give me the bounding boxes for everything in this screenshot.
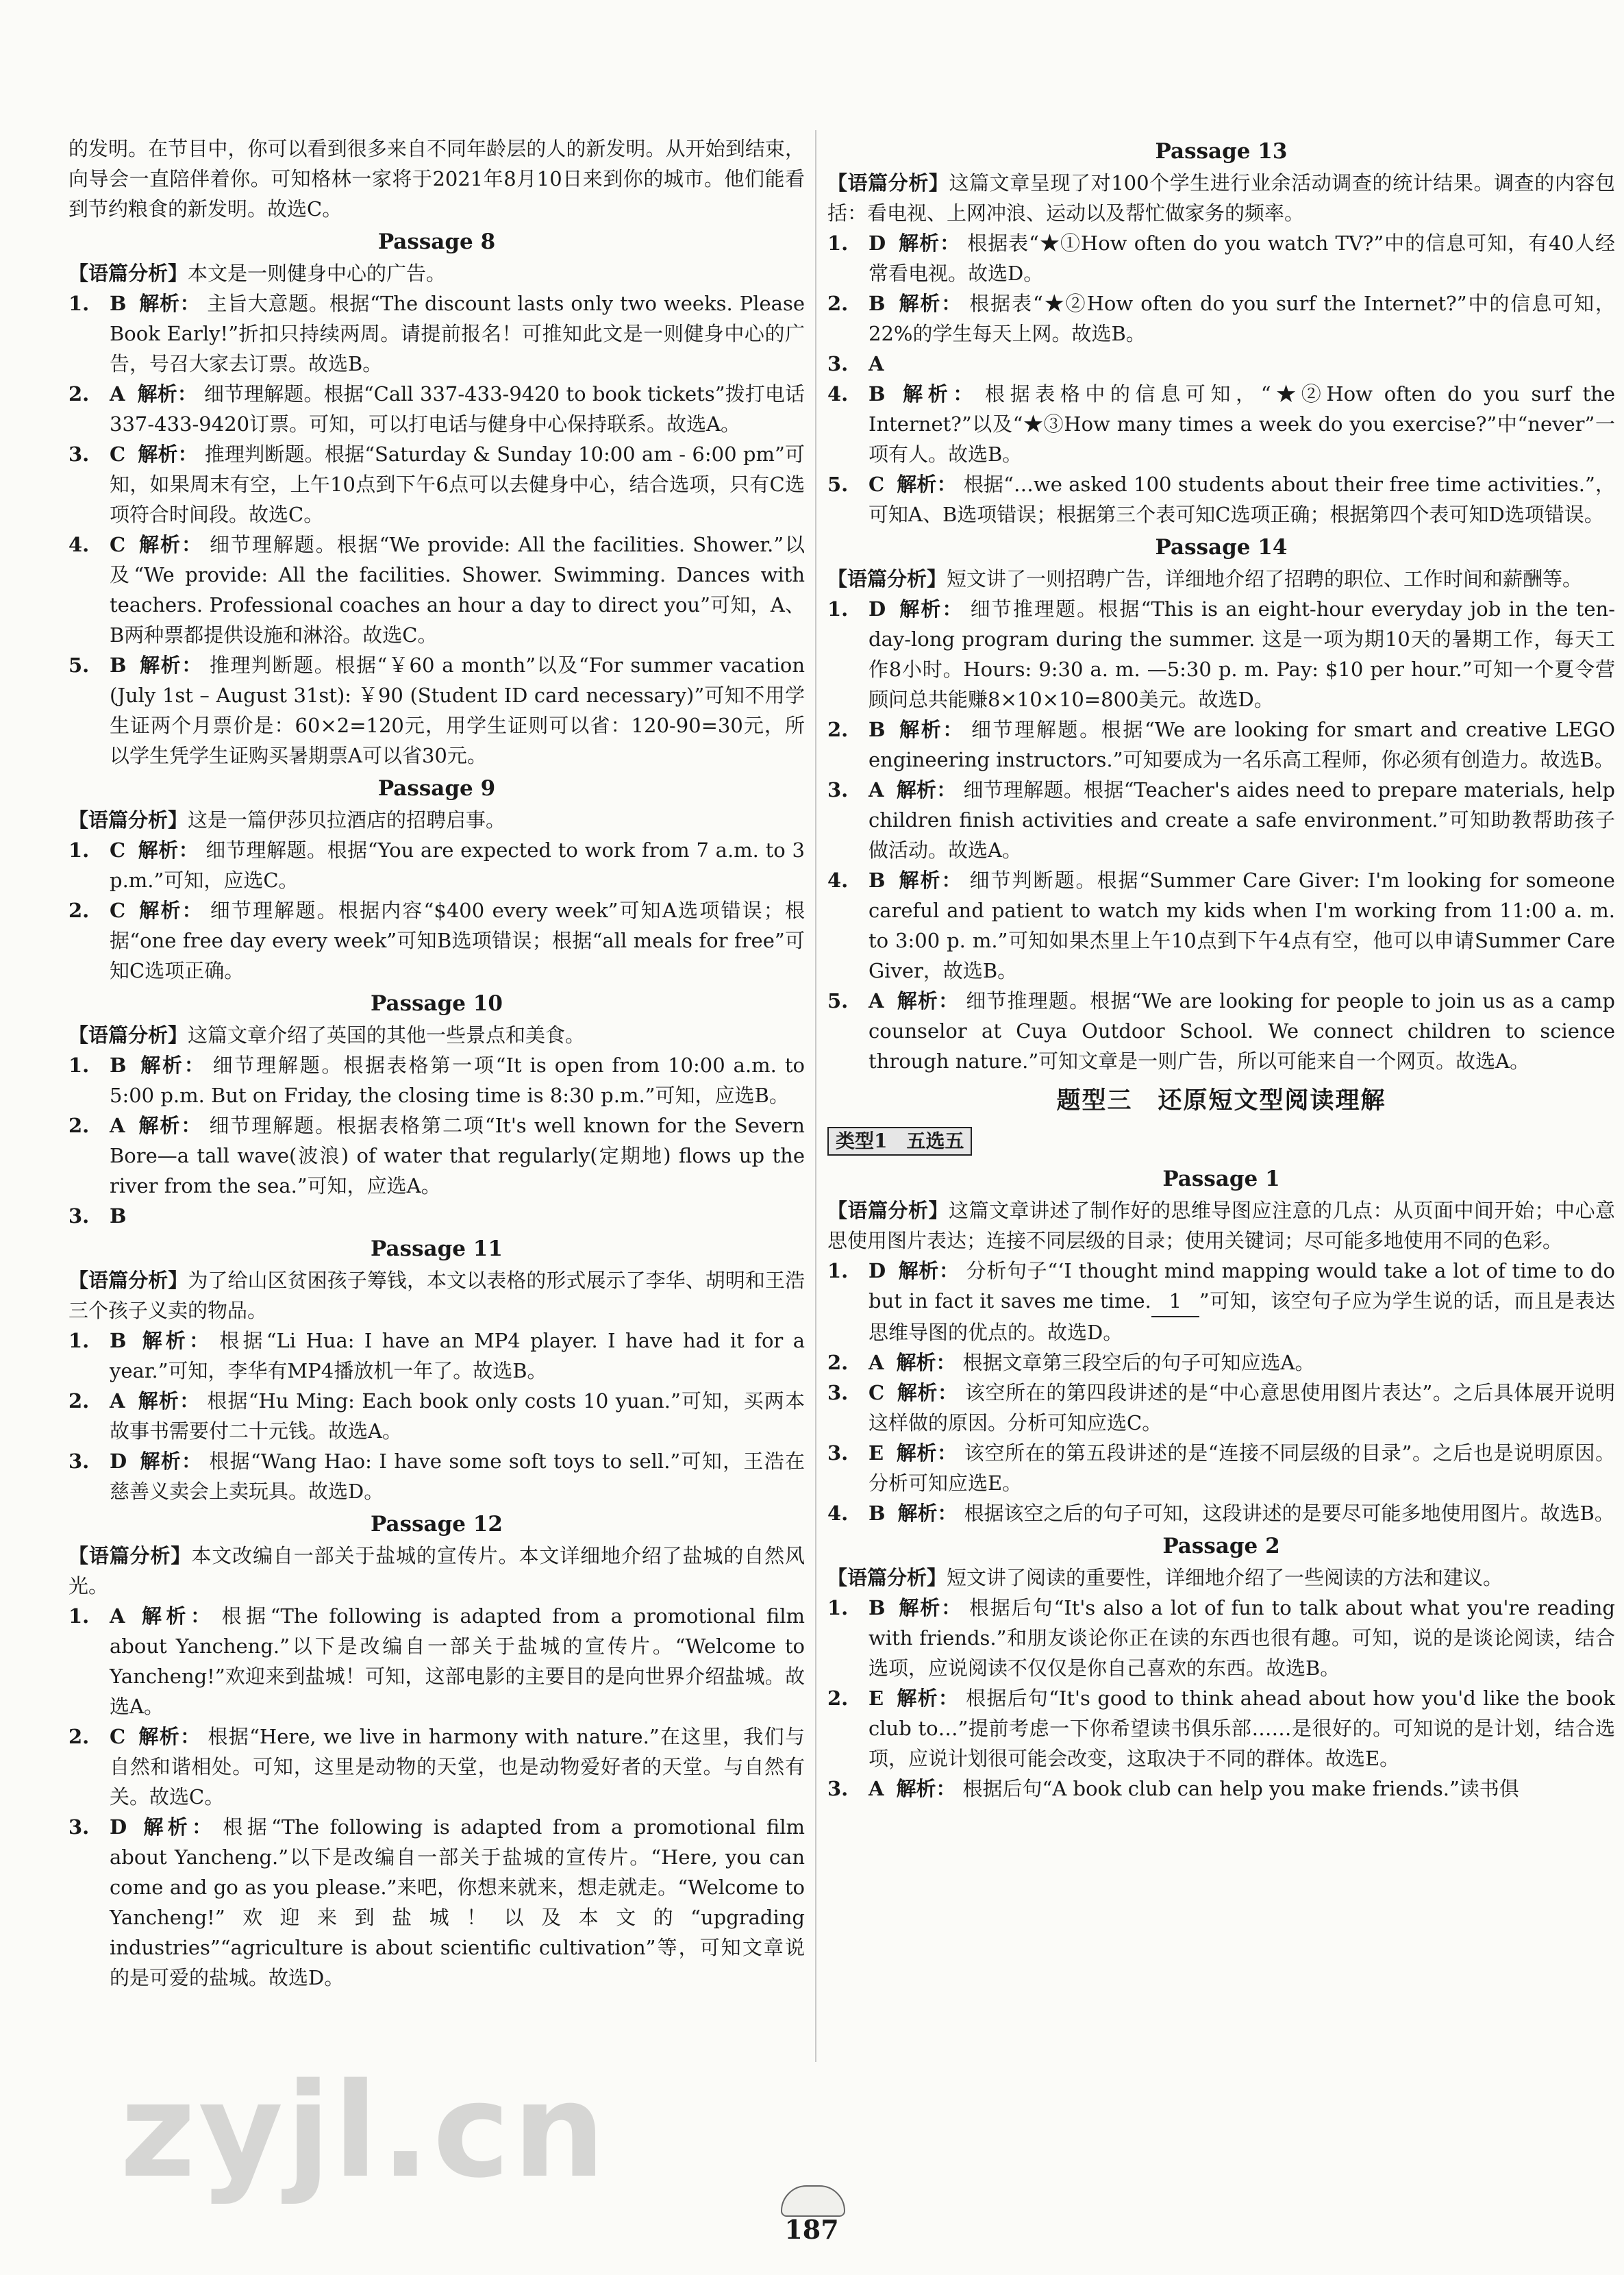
item-number: 4. xyxy=(827,869,849,892)
explanation-text: ”可知，该空句子应为学生说的话，而且是表达思维导图的优点的。故选D。 xyxy=(869,1289,1616,1344)
item-number: 1. xyxy=(827,1259,849,1282)
item-number: 2. xyxy=(68,1389,90,1413)
answer-item xyxy=(827,469,1615,530)
answer-letter: B xyxy=(869,382,886,406)
item-number: 1. xyxy=(827,1596,849,1619)
passage-title: Passage 10 xyxy=(371,991,503,1016)
passage-title: Passage 1 xyxy=(1162,1167,1280,1191)
item-number: 2. xyxy=(827,292,849,315)
explanation-label: 解析： xyxy=(897,473,957,496)
explanation-label: 解析： xyxy=(138,1329,213,1352)
item-body xyxy=(869,986,1615,1076)
item-body xyxy=(110,1812,805,1993)
item-body xyxy=(869,1378,1615,1438)
item-number: 3. xyxy=(68,443,90,466)
answer-item xyxy=(827,1378,1615,1438)
item-number: 3. xyxy=(827,352,849,375)
item-number: 2. xyxy=(68,899,90,922)
answer-letter: B xyxy=(869,1502,886,1525)
explanation-label: 解析： xyxy=(897,718,964,741)
item-body xyxy=(869,349,1615,379)
explanation-label: 解析： xyxy=(138,533,203,556)
item-body xyxy=(869,1683,1615,1774)
explanation-label: 解析： xyxy=(897,1381,958,1404)
item-number: 3. xyxy=(827,778,849,801)
explanation-text: 根据文章第三段空后的句子可知应选A。 xyxy=(962,1351,1315,1374)
answer-letter: C xyxy=(110,1725,126,1748)
explanation-label: 解析： xyxy=(897,382,978,406)
explanation-label: 解析： xyxy=(138,654,203,677)
item-number: 1. xyxy=(827,597,849,621)
answer-item xyxy=(827,288,1615,349)
item-number: 2. xyxy=(827,1687,849,1710)
answer-letter: B xyxy=(110,1054,127,1077)
item-body xyxy=(110,1446,805,1506)
explanation-text: 根据后句“A book club can help you make friends.”读书俱 xyxy=(962,1777,1519,1800)
item-number: 2. xyxy=(827,1351,849,1374)
answer-item xyxy=(827,594,1615,714)
explanation-text: 根据后句“It's also a lot of fun to talk about what you're reading with friends.”和朋友谈论你正在读的东西也很有趣。可知，说的是谈论阅读，结合选项，应说阅读不仅仅是你自己喜欢的东西。故选B。 xyxy=(869,1596,1615,1680)
item-number: 1. xyxy=(827,232,849,255)
answer-letter: C xyxy=(869,473,885,496)
item-number: 3. xyxy=(68,1450,90,1473)
passage-title: Passage 9 xyxy=(377,776,496,801)
explanation-label: 解析： xyxy=(896,989,960,1012)
blank-number: 1 xyxy=(1151,1286,1199,1317)
explanation-text: 根据“The following is adapted from a promotional film about Yancheng.”以下是改编自一部关于盐城的宣传片。“Here, you can come and go as you please.”来吧，你想来就来，想走就走。“Welcome to Yancheng!”欢迎来到盐城！以及本文的“upgrading industries”“agriculture is about scientific cultivation”等，可知文章说的是可爱的盐城。故选D。 xyxy=(110,1815,805,1989)
item-body xyxy=(110,379,805,439)
explanation-label: 解析： xyxy=(896,1441,958,1465)
answer-letter: C xyxy=(110,838,126,862)
answer-item xyxy=(68,1326,805,1386)
answer-letter: B xyxy=(110,1329,127,1352)
passage-title: Passage 11 xyxy=(371,1236,503,1261)
answer-letter: B xyxy=(869,869,886,892)
explanation-text: 该空所在的第四段讲述的是“中心意思使用图片表达”。之后具体展开说明这样做的原因。分析可知应选C。 xyxy=(869,1381,1615,1434)
item-number: 3. xyxy=(68,1815,90,1839)
explanation-text: 细节推理题。根据“We are looking for people to join us as a camp counselor at Cuya Outdoor School. We connect children to science through nature.”可知文章是一则广告，所以可能来自一个网页。故选A。 xyxy=(869,989,1615,1073)
answer-item xyxy=(68,1386,805,1446)
item-number: 3. xyxy=(68,1204,90,1228)
answer-letter: E xyxy=(869,1687,884,1710)
answer-letter: A xyxy=(869,989,884,1012)
answer-item xyxy=(68,1201,805,1231)
answer-letter: A xyxy=(110,382,125,406)
answer-letter: C xyxy=(869,1381,885,1404)
column-divider xyxy=(815,130,816,2062)
passage-analysis: 【语篇分析】为了给山区贫困孩子筹钱，本文以表格的形式展示了李华、胡明和王浩三个孩子义卖的物品。 xyxy=(68,1269,805,1322)
answer-letter: D xyxy=(110,1815,127,1839)
answer-item xyxy=(827,1438,1615,1498)
passage-11 xyxy=(68,1234,805,1506)
answer-letter: D xyxy=(869,597,886,621)
item-body xyxy=(110,530,805,650)
explanation-label: 解析： xyxy=(137,1604,215,1628)
explanation-label: 解析： xyxy=(896,778,957,801)
item-number: 1. xyxy=(68,838,90,862)
answer-letter: D xyxy=(869,232,886,255)
right-column xyxy=(827,134,1615,1804)
answer-item xyxy=(68,1110,805,1201)
item-body xyxy=(110,1721,805,1812)
item-number: 1. xyxy=(68,1054,90,1077)
passage-8 xyxy=(68,227,805,771)
left-column xyxy=(68,134,805,1993)
answer-letter: A xyxy=(869,1351,884,1374)
explanation-text: 根据“Here, we live in harmony with nature.”在这里，我们与自然和谐相处。可知，这里是动物的天堂，也是动物爱好者的天堂。与自然有关。故选C。 xyxy=(110,1725,805,1808)
explanation-label: 解析： xyxy=(896,1687,960,1710)
explanation-text: 根据该空之后的句子可知，这段讲述的是要尽可能多地使用图片。故选B。 xyxy=(964,1502,1614,1525)
explanation-text: 该空所在的第五段讲述的是“连接不同层级的目录”。之后也是说明原因。分析可知应选E。 xyxy=(869,1441,1615,1495)
item-body xyxy=(869,594,1615,714)
explanation-text: 细节理解题。根据内容“$400 every week”可知A选项错误；根据“one free day every week”可知B选项错误；根据“all meals for free”可知C选项正确。 xyxy=(110,899,805,982)
explanation-text: 根据“Hu Ming: Each book only costs 10 yuan.”可知，买两本故事书需要付二十元钱。故选A。 xyxy=(110,1389,805,1443)
answer-item xyxy=(68,1812,805,1993)
explanation-text: 根据后句“It's good to think ahead about how you'd like the book club to…”提前考虑一下你希望读书俱乐部……是很好的。可知说的是计划，结合选项，应说计划很可能会改变，这取决于不同的群体。故选E。 xyxy=(869,1687,1615,1770)
explanation-label: 解析： xyxy=(139,1815,216,1839)
explanation-text: 分析句子“‘I thought mind mapping would take a lot of time to do but in fact it saves me time. xyxy=(869,1259,1615,1313)
explanation-label: 解析： xyxy=(139,1450,203,1473)
answer-letter: C xyxy=(110,533,126,556)
item-number: 1. xyxy=(68,1329,90,1352)
item-body xyxy=(869,228,1615,288)
section-title: 题型三 还原短文型阅读理解 xyxy=(1056,1086,1386,1115)
answer-item xyxy=(827,1498,1615,1528)
item-body xyxy=(869,469,1615,530)
answer-item xyxy=(68,650,805,771)
answer-item xyxy=(68,1721,805,1812)
explanation-text: 主旨大意题。根据“The discount lasts only two weeks. Please Book Early!”折扣只持续两周。请提前报名！可推知此文是一则健身中心的广告，号召大家去订票。故选B。 xyxy=(110,292,805,375)
explanation-label: 解析： xyxy=(898,232,961,255)
answer-list xyxy=(827,228,1615,530)
explanation-label: 解析： xyxy=(138,443,198,466)
item-number: 4. xyxy=(827,1502,849,1525)
explanation-text: 细节推理题。根据“This is an eight-hour everyday job in the ten-day-long program during the summer. 这是一项为期10天的暑期工作，每天工作8小时。Hours: 9:30 a. m. —5:30 p. m. Pay: $10 per hour.”可知一个夏令营顾问总共能赚8×10×10=800美元。故选D。 xyxy=(869,597,1615,711)
answer-letter: B xyxy=(869,292,886,315)
answer-item xyxy=(68,835,805,895)
answer-item xyxy=(827,1593,1615,1683)
passage-analysis: 【语篇分析】本文是一则健身中心的广告。 xyxy=(68,262,447,285)
item-number: 2. xyxy=(68,382,90,406)
explanation-text: 推理判断题。根据“￥60 a month”以及“For summer vacation (July 1st – August 31st): ￥90 (Student ID card necessary)”可知不用学生证两个月票价是：60×2=120元，用学生证则可以省：120-90=30元，所以学生凭学生证购买暑期票A可以省30元。 xyxy=(110,654,805,767)
passage-title: Passage 14 xyxy=(1155,535,1288,560)
explanation-text: 根据“The following is adapted from a promotional film about Yancheng.”以下是改编自一部关于盐城的宣传片。“Welcome to Yancheng!”欢迎来到盐城！可知，这部电影的主要目的是向世界介绍盐城。故选A。 xyxy=(110,1604,805,1718)
item-body xyxy=(110,1050,805,1110)
item-body xyxy=(869,714,1615,775)
answer-item xyxy=(827,865,1615,986)
item-body xyxy=(869,1774,1615,1804)
answer-item xyxy=(827,1256,1615,1347)
answer-item xyxy=(827,379,1615,469)
passage-title: Passage 13 xyxy=(1155,139,1288,164)
answer-item xyxy=(68,379,805,439)
answer-item xyxy=(827,775,1615,865)
item-body xyxy=(110,1601,805,1721)
answer-letter: A xyxy=(869,352,884,375)
answer-item xyxy=(68,895,805,986)
answer-letter: B xyxy=(110,1204,127,1228)
explanation-text: 细节理解题。根据表格第二项“It's well known for the Severn Bore—a tall wave(波浪) of water that regularly(定期地) flows up the river from the sea.”可知，应选A。 xyxy=(110,1114,805,1197)
answer-item xyxy=(827,228,1615,288)
explanation-label: 解析： xyxy=(138,292,201,315)
item-number: 2. xyxy=(68,1725,90,1748)
passage-13 xyxy=(827,136,1615,530)
type-tag: 类型1 五选五 xyxy=(827,1127,972,1156)
answer-letter: B xyxy=(110,292,127,315)
item-number: 3. xyxy=(827,1381,849,1404)
answer-list xyxy=(68,288,805,771)
answer-list xyxy=(68,1050,805,1231)
item-number: 4. xyxy=(68,533,90,556)
explanation-text: 根据“Li Hua: I have an MP4 player. I have had it for a year.”可知，李华有MP4播放机一年了。故选B。 xyxy=(110,1329,805,1382)
answer-item xyxy=(68,1446,805,1506)
passage-14 xyxy=(827,532,1615,1076)
explanation-text: 推理判断题。根据“Saturday & Sunday 10:00 am - 6:00 pm”可知，如果周末有空，上午10点到下午6点可以去健身中心，结合选项，只有C选项符合时间段。故选C。 xyxy=(110,443,805,526)
explanation-text: 细节理解题。根据“We provide: All the facilities. Shower.”以及“We provide: All the facilities. Shower. Swimming. Dances with teachers. Professional coaches an hour a day to direct you”可知，A、B两种票都提供设施和淋浴。故选C。 xyxy=(110,533,805,647)
explanation-label: 解析： xyxy=(137,1114,203,1137)
answer-item xyxy=(827,349,1615,379)
answer-letter: A xyxy=(110,1114,125,1137)
answer-item xyxy=(827,1347,1615,1378)
explanation-label: 解析： xyxy=(138,838,199,862)
item-number: 1. xyxy=(68,1604,90,1628)
item-body xyxy=(869,1347,1615,1378)
item-body xyxy=(869,865,1615,986)
answer-letter: C xyxy=(110,899,126,922)
passage-title: Passage 2 xyxy=(1162,1534,1280,1558)
item-number: 5. xyxy=(827,473,849,496)
explanation-text: 根据表格中的信息可知，“★②How often do you surf the Internet?”以及“★③How many times a week do you exercise?”中“never”一项有人。故选B。 xyxy=(869,382,1615,466)
passage-10 xyxy=(68,989,805,1231)
answer-letter: A xyxy=(110,1389,125,1413)
explanation-label: 解析： xyxy=(896,1777,956,1800)
item-body xyxy=(110,439,805,530)
answer-letter: C xyxy=(110,443,126,466)
explanation-label: 解析： xyxy=(138,1725,201,1748)
explanation-label: 解析： xyxy=(897,292,963,315)
item-body xyxy=(869,1498,1615,1528)
item-body xyxy=(110,288,805,379)
explanation-text: 细节理解题。根据“Teacher's aides need to prepare materials, help children finish activities and create a safe environment.”可知助教帮助孩子做活动。故选A。 xyxy=(869,778,1615,862)
explanation-label: 解析： xyxy=(137,1389,201,1413)
item-number: 2. xyxy=(827,718,849,741)
passage-9 xyxy=(68,773,805,986)
passage-12 xyxy=(68,1509,805,1993)
item-body xyxy=(110,835,805,895)
explanation-label: 解析： xyxy=(898,1259,960,1282)
item-body xyxy=(110,1386,805,1446)
item-body xyxy=(869,1438,1615,1498)
explanation-text: 细节判断题。根据“Summer Care Giver: I'm looking for someone careful and patient to watch my kids when I'm working from 11:00 a. m. to 3:00 p. m.”可知如果杰里上午10点到下午4点有空，他可以申请Summer Care Giver，故选B。 xyxy=(869,869,1615,982)
explanation-label: 解析： xyxy=(897,869,963,892)
answer-item xyxy=(827,714,1615,775)
answer-item xyxy=(68,1050,805,1110)
explanation-text: 根据表“★②How often do you surf the Internet?”中的信息可知，22%的学生每天上网。故选B。 xyxy=(869,292,1615,345)
explanation-label: 解析： xyxy=(138,899,203,922)
answer-letter: D xyxy=(869,1259,886,1282)
explanation-text: 细节理解题。根据表格第一项“It is open from 10:00 a.m. to 5:00 p.m. But on Friday, the closing time is 8:30 p.m.”可知，应选B。 xyxy=(110,1054,805,1107)
watermark: zyjl.cn xyxy=(120,2055,608,2206)
explanation-label: 解析： xyxy=(896,1351,956,1374)
passage-title: Passage 12 xyxy=(371,1512,503,1537)
passage-analysis: 【语篇分析】这是一篇伊莎贝拉酒店的招聘启事。 xyxy=(68,808,506,832)
passage-analysis: 【语篇分析】本文改编自一部关于盐城的宣传片。本文详细地介绍了盐城的自然风光。 xyxy=(68,1544,805,1598)
explanation-text: 细节理解题。根据“We are looking for smart and creative LEGO engineering instructors.”可知要成为一名乐高工程师，你必须有创造力。故选B。 xyxy=(869,718,1615,771)
explanation-label: 解析： xyxy=(898,597,964,621)
explanation-text: 根据表“★①How often do you watch TV?”中的信息可知，有40人经常看电视。故选D。 xyxy=(869,232,1615,285)
page-number: 187 xyxy=(784,2214,839,2245)
passage-analysis: 【语篇分析】短文讲了一则招聘广告，详细地介绍了招聘的职位、工作时间和薪酬等。 xyxy=(827,567,1583,590)
explanation-text: 根据“…we asked 100 students about their free time activities.”，可知A、B选项错误；根据第三个表可知C选项正确；根据第四个表可知D选项错误。 xyxy=(869,473,1615,526)
item-body xyxy=(110,895,805,986)
passage-analysis: 【语篇分析】这篇文章介绍了英国的其他一些景点和美食。 xyxy=(68,1023,586,1047)
item-body xyxy=(110,1110,805,1201)
answer-item xyxy=(827,1683,1615,1774)
explanation-label: 解析： xyxy=(897,1596,962,1619)
item-body xyxy=(110,1326,805,1386)
answer-item xyxy=(68,530,805,650)
explanation-text: 根据“Wang Hao: I have some soft toys to sell.”可知，王浩在慈善义卖会上卖玩具。故选D。 xyxy=(110,1450,805,1503)
item-number: 5. xyxy=(68,654,90,677)
answer-letter: A xyxy=(110,1604,125,1628)
passage-analysis: 【语篇分析】这篇文章呈现了对100个学生进行业余活动调查的统计结果。调查的内容包括：看电视、上网冲浪、运动以及帮忙做家务的频率。 xyxy=(827,171,1615,225)
item-body xyxy=(110,1201,805,1231)
answer-letter: A xyxy=(869,1777,884,1800)
explanation-label: 解析： xyxy=(137,382,197,406)
section-passage-1 xyxy=(827,1164,1615,1528)
answer-letter: A xyxy=(869,778,884,801)
item-number: 5. xyxy=(827,989,849,1012)
item-body xyxy=(869,1256,1615,1347)
answer-item xyxy=(68,288,805,379)
answer-letter: B xyxy=(869,1596,886,1619)
answer-item xyxy=(68,439,805,530)
item-number: 1. xyxy=(68,292,90,315)
item-body xyxy=(869,775,1615,865)
item-body xyxy=(110,650,805,771)
item-body xyxy=(869,379,1615,469)
answer-item xyxy=(68,1601,805,1721)
answer-list xyxy=(68,1601,805,1993)
answer-list xyxy=(827,594,1615,1076)
passage-analysis: 【语篇分析】这篇文章讲述了制作好的思维导图应注意的几点：从页面中间开始；中心意思使用图片表达；连接不同层级的目录；使用关键词；尽可能多地使用不同的色彩。 xyxy=(827,1199,1615,1252)
answer-letter: B xyxy=(869,718,886,741)
section-passage-2 xyxy=(827,1531,1615,1804)
item-number: 2. xyxy=(68,1114,90,1137)
item-number: 4. xyxy=(827,382,849,406)
item-number: 3. xyxy=(827,1441,849,1465)
explanation-text: 细节理解题。根据“You are expected to work from 7 a.m. to 3 p.m.”可知，应选C。 xyxy=(110,838,805,892)
passage-title: Passage 8 xyxy=(377,229,496,254)
explanation-label: 解析： xyxy=(138,1054,206,1077)
answer-letter: B xyxy=(110,654,127,677)
continued-text: 的发明。在节目中，你可以看到很多来自不同年龄层的人的新发明。从开始到结束，向导会一直陪伴着你。可知格林一家将于2021年8月10日来到你的城市。他们能看到节约粮食的新发明。故选C。 xyxy=(68,137,805,221)
explanation-label: 解析： xyxy=(897,1502,958,1525)
item-body xyxy=(869,288,1615,349)
answer-list xyxy=(68,1326,805,1506)
answer-list xyxy=(68,835,805,986)
answer-list xyxy=(827,1593,1615,1804)
answer-list xyxy=(827,1256,1615,1528)
item-body xyxy=(869,1593,1615,1683)
answer-item xyxy=(827,986,1615,1076)
answer-letter: E xyxy=(869,1441,884,1465)
answer-item xyxy=(827,1774,1615,1804)
explanation-text: 细节理解题。根据“Call 337-433-9420 to book tickets”拨打电话337-433-9420订票。可知，可以打电话与健身中心保持联系。故选A。 xyxy=(110,382,805,436)
item-number: 3. xyxy=(827,1777,849,1800)
passage-analysis: 【语篇分析】短文讲了阅读的重要性，详细地介绍了一些阅读的方法和建议。 xyxy=(827,1566,1503,1589)
page-number-ornament xyxy=(781,2185,845,2217)
answer-letter: D xyxy=(110,1450,127,1473)
